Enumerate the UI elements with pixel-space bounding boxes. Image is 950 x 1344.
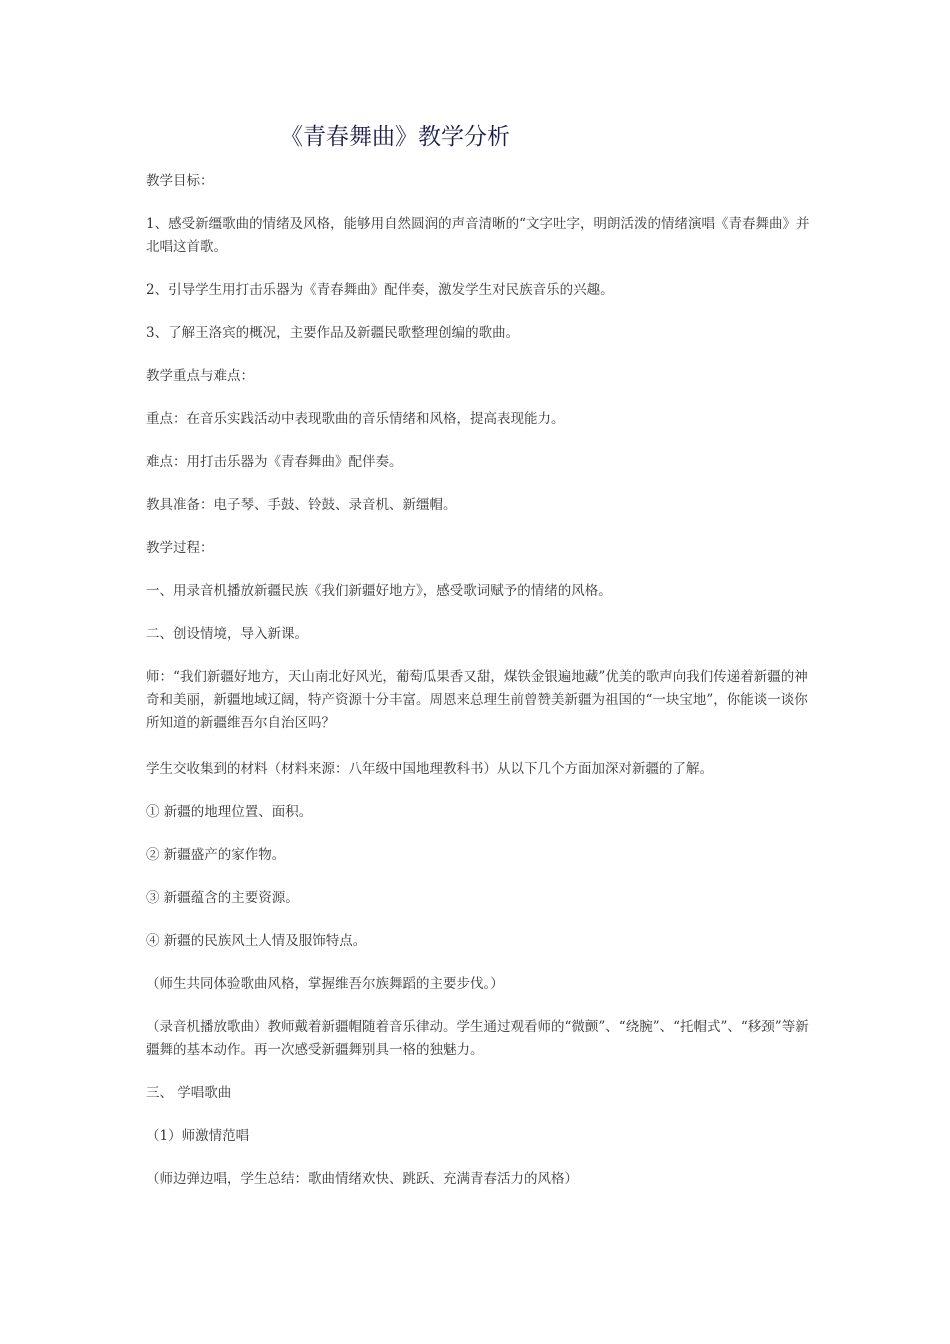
paragraph-summary: （师边弹边唱，学生总结：歌曲情绪欢快、跳跃、充满青春活力的风格） xyxy=(146,1171,578,1187)
paragraph-student-materials: 学生交收集到的材料（材料来源：八年级中国地理教科书）从以下几个方面加深对新疆的了解。 xyxy=(146,761,713,777)
paragraph-recording-dance: （录音机播放歌曲）教师戴着新疆帽随着音乐律动。学生通过观看师的“微颤”、“绕腕”、“托帽式”、“移颈”等新疆舞的基本动作。再一次感受新疆舞别具一格的独魅力。 xyxy=(146,1019,809,1058)
list-item-geography: ① 新疆的地理位置、面积。 xyxy=(146,804,313,820)
paragraph-key-points-heading: 教学重点与难点： xyxy=(146,368,254,384)
paragraph-step-1: 一、用录音机播放新疆民族《我们新疆好地方》，感受歌词赋予的情绪的风格。 xyxy=(146,583,612,599)
paragraph-dance-experience: （师生共同体验歌曲风格，掌握维吾尔族舞蹈的主要步伐。） xyxy=(146,976,504,992)
paragraph-teacher-sing: （1）师激情范唱 xyxy=(146,1128,250,1144)
list-item-crops: ② 新疆盛产的家作物。 xyxy=(146,847,286,863)
paragraph-materials: 教具准备：电子琴、手鼓、铃鼓、录音机、新缰帽。 xyxy=(146,497,457,513)
list-item-customs: ④ 新疆的民族风土人情及服饰特点。 xyxy=(146,933,367,949)
paragraph-objective-2: 2、引导学生用打击乐器为《青春舞曲》配伴奏，激发学生对民族音乐的兴趣。 xyxy=(146,282,614,298)
paragraph-key-point: 重点：在音乐实践活动中表现歌曲的音乐情绪和风格，提高表现能力。 xyxy=(146,411,565,427)
list-item-resources: ③ 新疆蕴含的主要资源。 xyxy=(146,890,299,906)
document-title: 《青春舞曲》教学分析 xyxy=(280,124,510,150)
paragraph-objective-1: 1、感受新缰歌曲的情绪及风格，能够用自然圆润的声音清晰的“文字吐字，明朗活泼的情绪演唱《青春舞曲》并北唱这首歌。 xyxy=(146,216,810,255)
paragraph-objective-3: 3、了解王洛宾的概况，主要作品及新疆民歌整理创编的歌曲。 xyxy=(146,325,520,341)
paragraph-difficulty: 难点：用打击乐器为《青春舞曲》配伴奏。 xyxy=(146,454,403,470)
paragraph-step-3: 三、 学唱歌曲 xyxy=(146,1085,232,1101)
paragraph-process-heading: 教学过程： xyxy=(146,540,214,556)
paragraph-teacher-intro: 师：“我们新疆好地方，天山南北好风光，葡萄瓜果香又甜，煤铁金银遍地藏”优美的歌声向我们传递着新疆的神奇和美丽，新疆地域辽阔，特产资源十分丰富。周恩来总理生前曾赞美新疆为祖国的“一块宝地”，你能谈一谈你所知道的新疆维吾尔自治区吗？ xyxy=(146,669,808,731)
paragraph-objectives-heading: 教学目标： xyxy=(146,173,214,189)
paragraph-step-2: 二、创设情境，导入新课。 xyxy=(146,626,308,642)
